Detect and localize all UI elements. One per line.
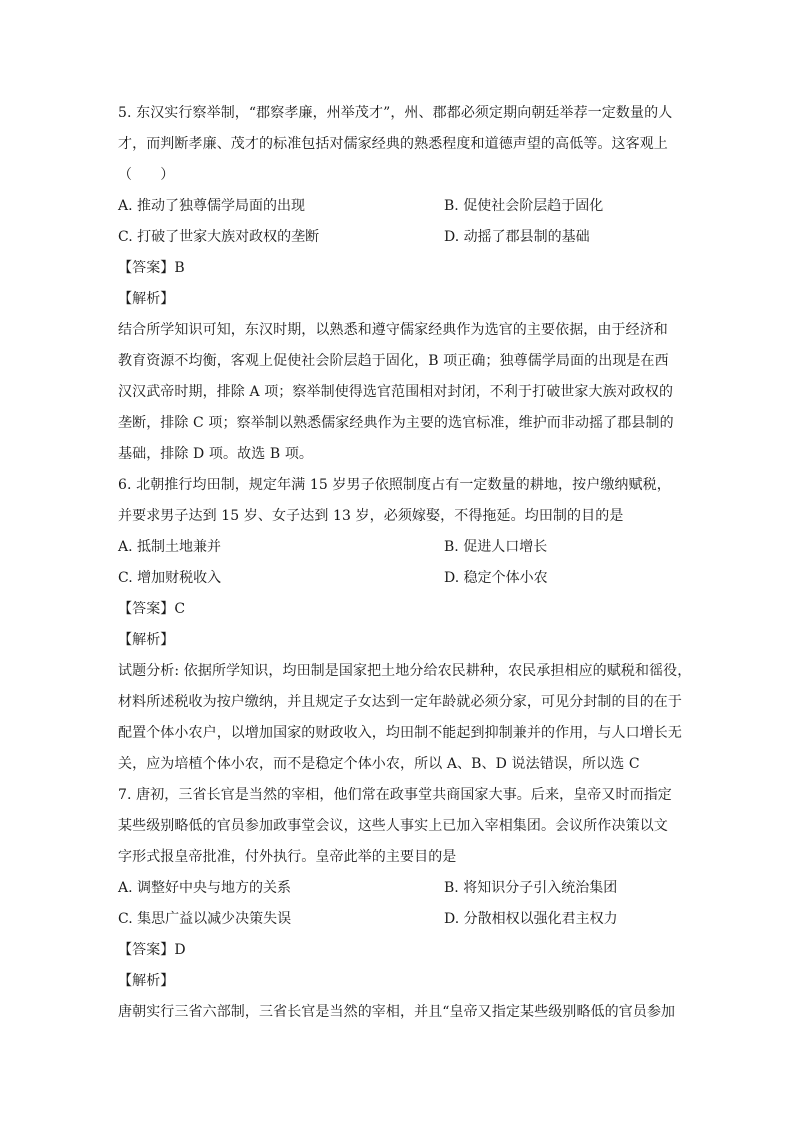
- analysis-text: [118, 997, 678, 1028]
- analysis-line: 汉汉武帝时期，排除 A 项；察举制使得选官范围相对封闭，不利于打破世家大族对政权的: [118, 384, 674, 400]
- analysis-line: 唐朝实行三省六部制，三省长官是当然的宰相，并且“皇帝又指定某些级别略低的官员参加: [118, 1004, 676, 1020]
- analysis-text: [118, 656, 692, 780]
- option-b: B. 促使社会阶层趋于固化: [444, 198, 604, 214]
- option-a: A. 推动了独尊儒学局面的出现: [118, 198, 306, 214]
- option-b: B. 将知识分子引入统治集团: [444, 880, 618, 896]
- option-row: [118, 222, 678, 253]
- analysis-text: [118, 315, 678, 470]
- option-a: A. 调整好中央与地方的关系: [118, 880, 292, 896]
- question-stem-line: 某些级别略低的官员参加政事堂会议，这些人事实上已加入宰相集团。会议所作决策以文: [118, 818, 668, 834]
- option-d: D. 分散相权以强化君主权力: [444, 911, 618, 927]
- option-row: [118, 904, 678, 935]
- answer-label: 【答案】D: [118, 942, 186, 958]
- question-stem-line: 并要求男子达到 15 岁、女子达到 13 岁，必须嫁娶，不得拖延。均田制的目的是: [118, 508, 624, 524]
- analysis-line: 配置个体小农户，以增加国家的财政收入，均田制不能起到抑制兼并的作用，与人口增长无: [118, 725, 682, 741]
- question-6: [118, 470, 692, 780]
- question-stem-line: 字形式报皇帝批准，付外执行。皇帝此举的主要目的是: [118, 849, 457, 865]
- answer-label: 【答案】B: [118, 260, 185, 276]
- analysis-label: 【解析】: [118, 973, 175, 989]
- option-row: [118, 873, 678, 904]
- answer-blank: （ ）: [118, 167, 175, 183]
- analysis-line: 关，应为培植个体小农，而不是稳定个体小农，所以 A、B、D 说法错误，所以选 C: [118, 756, 640, 772]
- option-c: C. 集思广益以减少决策失误: [118, 911, 292, 927]
- analysis-line: 材料所述税收为按户缴纳，并且规定子女达到一定年龄就必须分家，可见分封制的目的在于: [118, 694, 682, 710]
- option-row: [118, 563, 678, 594]
- question-5: [118, 98, 678, 470]
- option-row: [118, 191, 678, 222]
- question-stem-line: 5. 东汉实行察举制，“郡察孝廉，州举茂才”，州、郡都必须定期向朝廷举荐一定数量的人: [118, 105, 673, 121]
- question-stem-line: 7. 唐初，三省长官是当然的宰相，他们常在政事堂共商国家大事。后来，皇帝又时而指定: [118, 787, 672, 803]
- question-7: [118, 780, 678, 1028]
- analysis-label: 【解析】: [118, 291, 175, 307]
- option-d: D. 稳定个体小农: [444, 570, 548, 586]
- option-d: D. 动摇了郡县制的基础: [444, 229, 590, 245]
- analysis-line: 试题分析: 依据所学知识，均田制是国家把土地分给农民耕种，农民承担相应的赋税和徭役，: [118, 663, 692, 679]
- option-row: [118, 532, 678, 563]
- question-stem-line: 才，而判断孝廉、茂才的标准包括对儒家经典的熟悉程度和道德声望的高低等。这客观上: [118, 136, 668, 152]
- question-stem-line: 6. 北朝推行均田制，规定年满 15 岁男子依照制度占有一定数量的耕地，按户缴纳赋税，: [118, 477, 671, 493]
- option-c: C. 打破了世家大族对政权的垄断: [118, 229, 320, 245]
- analysis-line: 基础，排除 D 项。故选 B 项。: [118, 446, 314, 462]
- analysis-label: 【解析】: [118, 632, 175, 648]
- answer-label: 【答案】C: [118, 601, 186, 617]
- analysis-line: 结合所学知识可知，东汉时期，以熟悉和遵守儒家经典作为选官的主要依据，由于经济和: [118, 322, 668, 338]
- option-c: C. 增加财税收入: [118, 570, 222, 586]
- document-page: [118, 98, 692, 1028]
- analysis-line: 垄断，排除 C 项；察举制以熟悉儒家经典作为主要的选官标准，维护而非动摇了郡县制的: [118, 415, 674, 431]
- analysis-line: 教育资源不均衡，客观上促使社会阶层趋于固化，B 项正确；独尊儒学局面的出现是在西: [118, 353, 669, 369]
- option-a: A. 抵制土地兼并: [118, 539, 222, 555]
- option-b: B. 促进人口增长: [444, 539, 548, 555]
